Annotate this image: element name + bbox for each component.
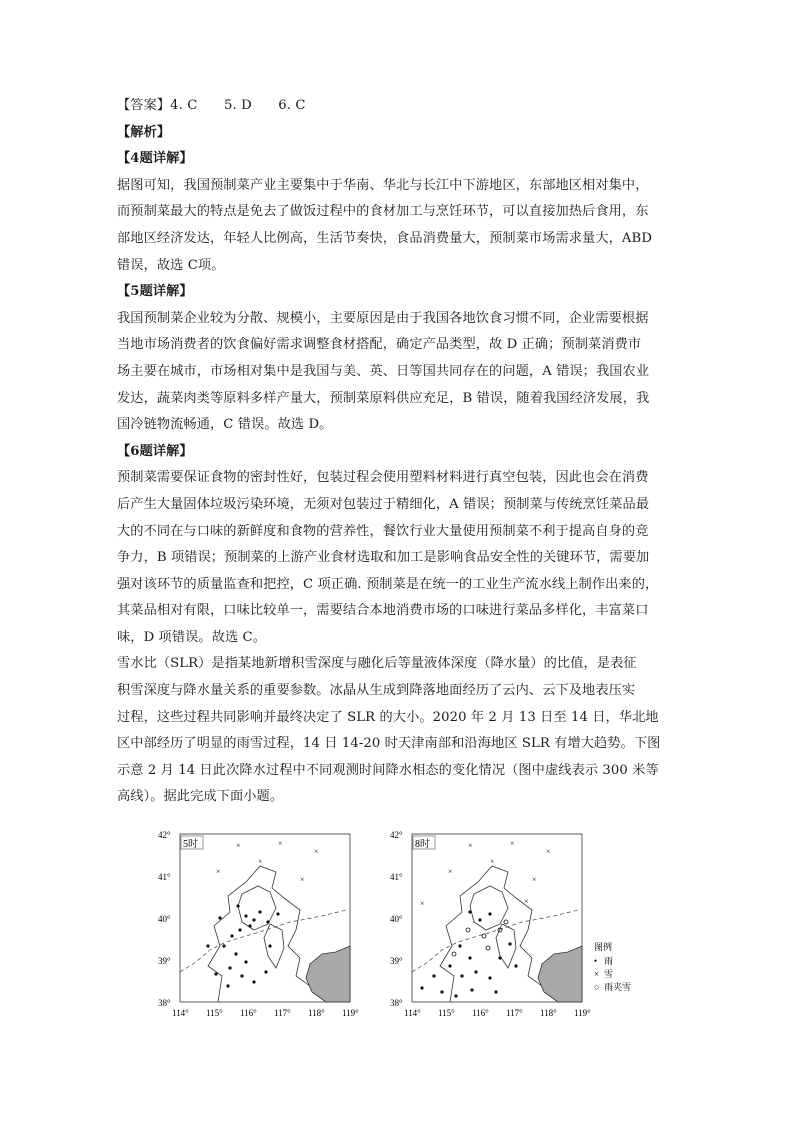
section-heading: 【6题详解】	[117, 443, 193, 459]
lon-label: 115°	[206, 1008, 223, 1018]
legend-snow-label: 雪	[604, 969, 614, 979]
legend	[594, 941, 631, 992]
legend-rain-label: 雨	[604, 956, 614, 966]
legend-rain-symbol: •	[594, 956, 598, 966]
paragraph-line: 后产生大量固体垃圾污染环境，无须对包装过于精细化，A 错误；预制菜与传统烹饪菜品最	[117, 496, 650, 512]
svg-text:×: ×	[278, 839, 283, 848]
paragraph-line: 区中部经历了明显的雨雪过程，14 日 14-20 时天津南部和沿海地区 SLR 有增大趋势。下图	[117, 736, 661, 752]
lon-label: 118°	[308, 1008, 325, 1018]
paragraph-line: 味，D 项错误。故选 C。	[117, 629, 267, 645]
svg-text:×: ×	[216, 867, 221, 876]
svg-text:×: ×	[258, 857, 263, 866]
svg-text:×: ×	[510, 839, 515, 848]
lat-label: 38°	[390, 998, 403, 1008]
legend-snow-symbol: ×	[594, 969, 600, 979]
lon-label: 116°	[240, 1008, 257, 1018]
svg-text:×: ×	[448, 867, 453, 876]
paragraph-line: 我国预制菜企业较为分散、规模小，主要原因是由于我国各地饮食习惯不同，企业需要根据	[117, 310, 649, 326]
lon-label: 118°	[540, 1008, 557, 1018]
precipitation-maps	[150, 826, 650, 1026]
svg-text:×: ×	[314, 847, 319, 856]
paragraph-line: 部地区经济发达，年轻人比例高，生活节奏快，食品消费量大，预制菜市场需求量大，ABD	[117, 230, 653, 246]
paragraph-line: 其菜品相对有限，口味比较单一，需要结合本地消费市场的口味进行菜品多样化，丰富菜口	[117, 603, 649, 619]
lon-label: 114°	[172, 1008, 189, 1018]
paragraph-line: 而预制菜最大的特点是免去了做饭过程中的食材加工与烹饪环节，可以直接加热后食用，东	[117, 204, 649, 220]
paragraph-line: 发达，蔬菜肉类等原料多样产量大，预制菜原料供应充足，B 错误，随着我国经济发展，我	[117, 390, 650, 406]
lat-label: 41°	[158, 872, 171, 882]
lat-label: 42°	[390, 830, 403, 840]
lon-label: 114°	[404, 1008, 421, 1018]
svg-text:×: ×	[524, 897, 529, 906]
paragraph-line: 高线）。据此完成下面小题。	[117, 789, 284, 805]
lat-label: 39°	[158, 956, 171, 966]
paragraph-line: 场主要在城市，市场相对集中是我国与美、英、日等国共同存在的问题，A 错误；我国农业	[117, 363, 650, 379]
paragraph-line: 预制菜需要保证食物的密封性好，包装过程会使用塑料材料进行真空包装，因此也会在消费	[117, 470, 649, 486]
legend-sleet-symbol: ○	[594, 982, 600, 992]
map-8h	[390, 830, 591, 1018]
svg-text:×: ×	[532, 875, 537, 884]
lat-label: 40°	[158, 914, 171, 924]
answer-line: 【答案】4. C 5. D 6. C	[117, 98, 306, 113]
lon-label: 116°	[472, 1008, 489, 1018]
map-5h	[158, 830, 359, 1018]
legend-sleet-label: 雨夹雪	[604, 982, 632, 992]
paragraph-line: 过程，这些过程共同影响并最终决定了 SLR 的大小。2020 年 2 月 13 日至 14 日，华北地	[117, 709, 659, 725]
lon-label: 119°	[574, 1008, 591, 1018]
lon-label: 117°	[506, 1008, 523, 1018]
svg-text:×: ×	[468, 841, 473, 850]
paragraph-line: 示意 2 月 14 日此次降水过程中不同观测时间降水相态的变化情况（图中虚线表示 300 米等	[117, 762, 659, 778]
lat-label: 41°	[390, 872, 403, 882]
paragraph-line: 据图可知，我国预制菜产业主要集中于华南、华北与长江中下游地区，东部地区相对集中，	[117, 177, 649, 193]
map-time-label: 5时	[183, 839, 198, 850]
lat-label: 40°	[390, 914, 403, 924]
section-heading: 【4题详解】	[117, 151, 193, 167]
svg-text:×: ×	[300, 875, 305, 884]
svg-text:×: ×	[490, 857, 495, 866]
lat-label: 38°	[158, 998, 171, 1008]
maps-svg	[150, 826, 650, 1026]
paragraph-line: 积雪深度与降水量关系的重要参数。冰晶从生成到降落地面经历了云内、云下及地表压实	[117, 683, 636, 699]
paragraph-line: 强对该环节的质量监查和把控，C 项正确. 预制菜是在统一的工业生产流水线上制作出来的，	[117, 576, 659, 592]
section-heading: 【解析】	[117, 124, 171, 140]
svg-text:×: ×	[546, 847, 551, 856]
map-time-label: 8时	[415, 839, 430, 850]
lon-label: 119°	[342, 1008, 359, 1018]
lon-label: 115°	[438, 1008, 455, 1018]
section-heading: 【5题详解】	[117, 284, 193, 300]
answer-analysis-text	[117, 93, 687, 811]
paragraph-line: 国冷链物流畅通，C 错误。故选 D。	[117, 417, 333, 433]
paragraph-line: 错误，故选 C项。	[117, 257, 225, 273]
svg-text:×: ×	[420, 899, 425, 908]
paragraph-line: 大的不同在与口味的新鲜度和食物的营养性，餐饮行业大量使用预制菜不利于提高自身的竞	[117, 523, 649, 539]
paragraph-line: 当地市场消费者的饮食偏好需求调整食材搭配，确定产品类型，故 D 正确；预制菜消费市	[117, 337, 642, 353]
lat-label: 39°	[390, 956, 403, 966]
svg-text:×: ×	[236, 841, 241, 850]
legend-title: 图例	[594, 942, 613, 952]
lat-label: 42°	[158, 830, 171, 840]
paragraph-line: 争力，B 项错误；预制菜的上游产业食材选取和加工是影响食品安全性的关键环节，需要加	[117, 550, 650, 566]
lon-label: 117°	[274, 1008, 291, 1018]
paragraph-line: 雪水比（SLR）是指某地新增积雪深度与融化后等量液体深度（降水量）的比值，是表征	[117, 656, 637, 672]
